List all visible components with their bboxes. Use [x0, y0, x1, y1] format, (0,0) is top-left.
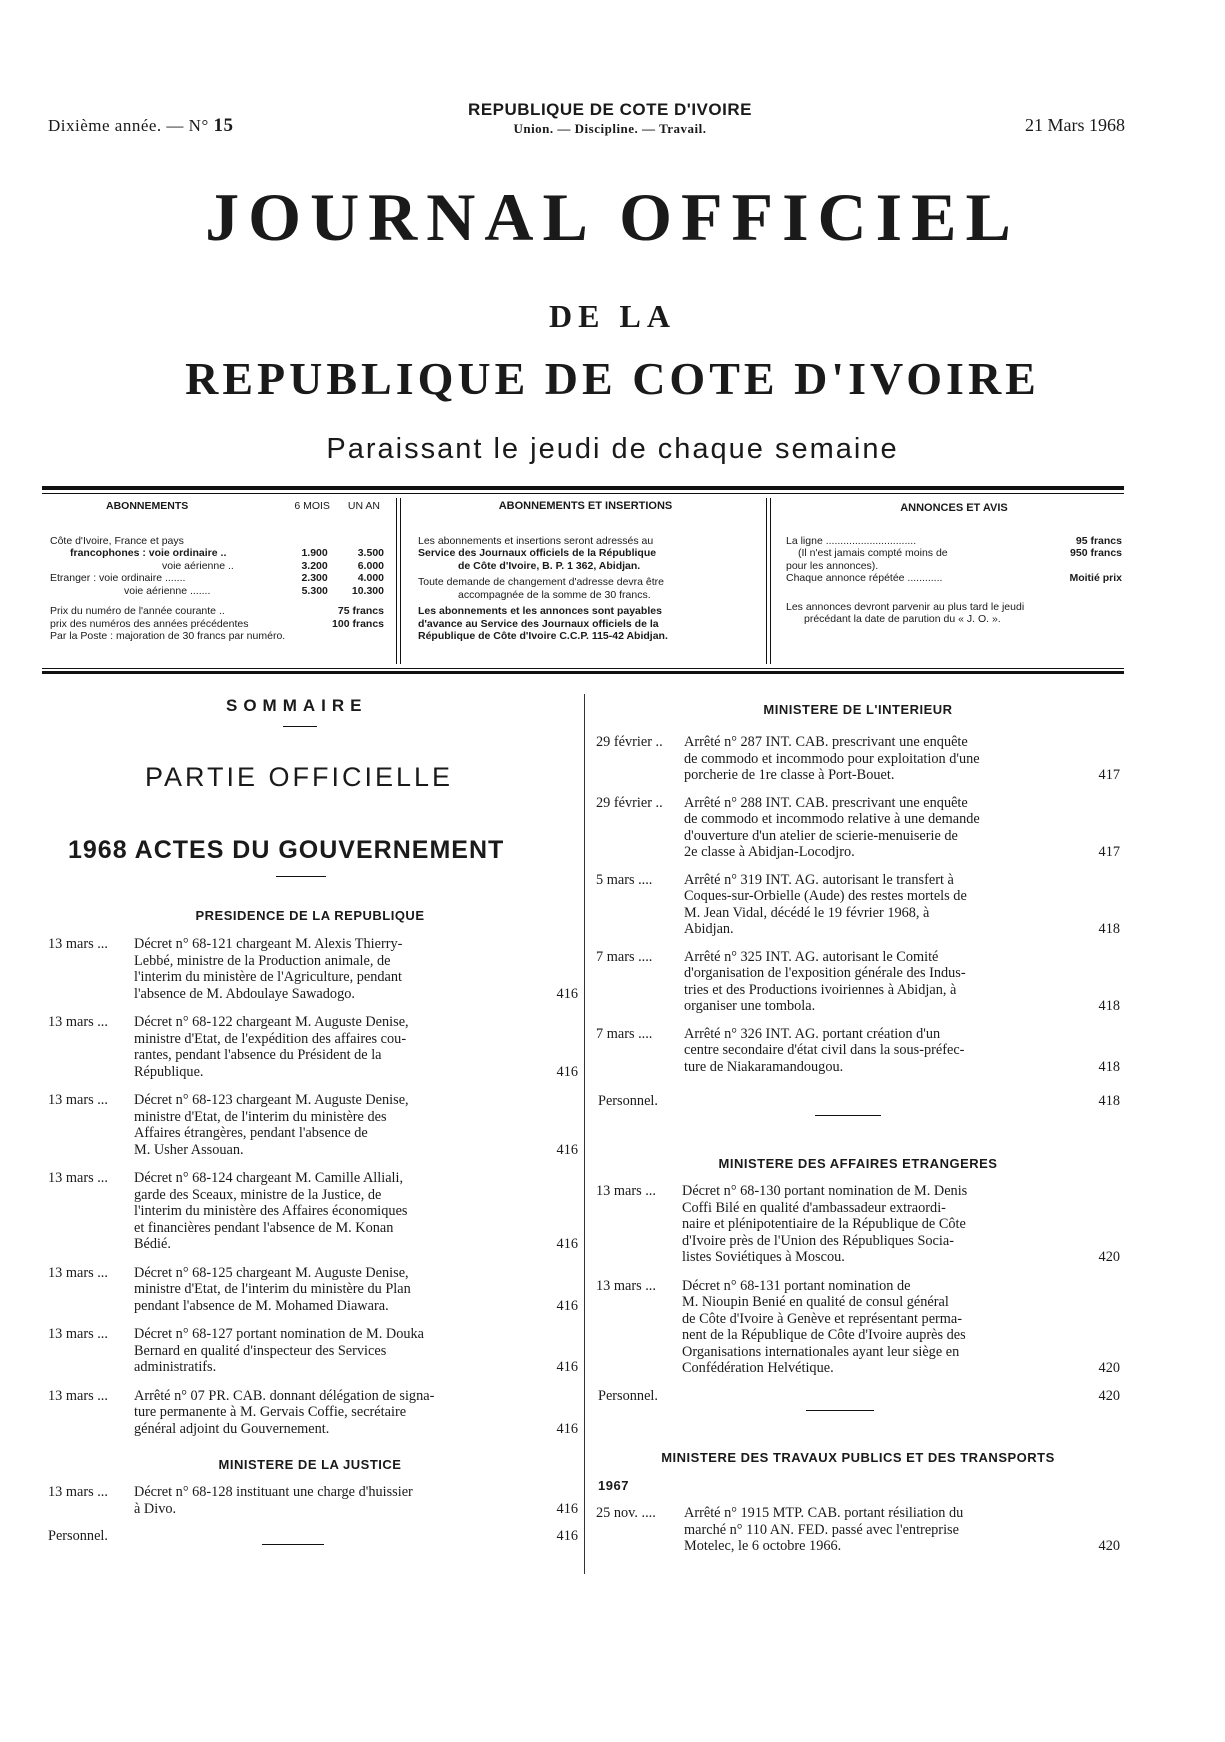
header-republic [430, 100, 790, 137]
publication-frequency: Paraissant le jeudi de chaque semaine [326, 433, 899, 465]
annonces-heading: ANNONCES ET AVIS [900, 502, 1008, 514]
annonce-repetee-value: Moitié prix [1069, 572, 1122, 584]
entry-page: 418 [1098, 921, 1120, 937]
entry-text-line: Décret n° 68-128 instituant une charge d'huissier [134, 1484, 413, 1500]
summary-entry [596, 1505, 1120, 1555]
entry-text-line: Affaires étrangères, pendant l'absence de [134, 1125, 368, 1141]
entry-date: 29 février .. [596, 794, 663, 811]
summary-entry [596, 949, 1120, 1015]
entry-text-line: ture permanente à M. Gervais Coffie, secrétaire [134, 1404, 407, 1420]
national-motto: Union. — Discipline. — Travail. [513, 121, 707, 136]
affaires-personnel-page: 420 [1098, 1388, 1120, 1404]
entry-text-line: Décret n° 68-122 chargeant M. Auguste Denise, [134, 1014, 409, 1030]
column-separator [584, 694, 585, 1574]
entry-page: 416 [556, 1236, 578, 1252]
entry-text-line: pendant l'absence de M. Mohamed Diawara. [134, 1297, 389, 1314]
entry-text-line: de Côte d'Ivoire à Genève et représentant perma- [682, 1310, 963, 1327]
sommaire-title: SOMMAIRE [226, 696, 368, 715]
entry-text-line: général adjoint du Gouvernement. [134, 1420, 330, 1437]
masthead-de-la: DE LA [549, 298, 676, 334]
entry-text-line: Motelec, le 6 octobre 1966. [684, 1538, 842, 1554]
entry-text-line: l'interim du ministère des Affaires économiques [134, 1203, 408, 1219]
abon-line-4: Etranger : voie ordinaire ....... [50, 572, 186, 584]
annonce-note-a: (Il n'est jamais compté moins de [798, 547, 948, 559]
entry-text-line: Bernard en qualité d'inspecteur des Services [134, 1342, 387, 1359]
summary-entry [48, 1092, 578, 1158]
entry-date: 13 mars ... [48, 1484, 108, 1500]
insertions-p2-b: accompagnée de la somme de 30 francs. [458, 588, 651, 601]
entry-date: 13 mars ... [48, 1326, 108, 1342]
entry-text-line: M. Nioupin Benié en qualité de consul général [682, 1294, 949, 1310]
summary-entry [48, 1388, 578, 1438]
entry-text-line: organiser une tombola. [684, 998, 816, 1014]
insertions-p1-b: Service des Journaux officiels de la République [418, 547, 657, 559]
affaires-dash [806, 1410, 874, 1411]
entry-text-line: Décret n° 68-121 chargeant M. Alexis Thierry- [134, 936, 403, 952]
entry-text-line: Lebbé, ministre de la Production animale, de [134, 952, 391, 969]
entry-text-line: listes Soviétiques à Moscou. [682, 1249, 845, 1265]
section-interieur: MINISTERE DE L'INTERIEUR [763, 702, 953, 717]
box-separator-2 [766, 498, 767, 664]
summary-entry [596, 1026, 1120, 1076]
entry-text-line: Arrêté n° 325 INT. AG. autorisant le Comité [684, 948, 939, 965]
entry-text-line: tries et des Productions ivoiriennes à Abidjan, à [684, 981, 957, 998]
entry-date: 5 mars .... [596, 871, 653, 888]
annonce-delai-b: précédant la date de parution du « J. O. ». [804, 613, 1001, 625]
summary-entry [596, 1278, 1120, 1377]
abonnements-heading: ABONNEMENTS [106, 500, 189, 512]
entry-text-line: Décret n° 68-130 portant nomination de M. Denis [682, 1183, 968, 1199]
entry-date: 13 mars ... [48, 1092, 108, 1108]
issue-number: 15 [213, 115, 234, 136]
insertions-heading: ABONNEMENTS ET INSERTIONS [498, 500, 673, 512]
abon-line-5-an: 10.300 [351, 584, 384, 597]
box-separator-1 [396, 498, 397, 664]
annonce-delai-a: Les annonces devront parvenir au plus tard le jeudi [786, 600, 1025, 613]
entry-date: 29 février .. [596, 734, 663, 750]
interieur-personnel [598, 1093, 1120, 1111]
masthead-republic: REPUBLIQUE DE COTE D'IVOIRE [185, 353, 1040, 404]
entry-text-line: et financières pendant l'absence de M. Konan [134, 1219, 394, 1236]
annonces-box [786, 500, 1122, 660]
top-rule [42, 486, 1124, 490]
entry-text-line: rantes, pendant l'absence du Président de la [134, 1047, 382, 1063]
summary-entry [596, 1183, 1120, 1266]
price-previous-value: 100 francs [332, 617, 384, 630]
box-separator-2b [770, 498, 771, 664]
entry-text-line: Arrêté n° 319 INT. AG. autorisant le transfert à [684, 871, 954, 888]
abon-line-2-6m: 1.900 [301, 547, 328, 559]
republic-name: REPUBLIQUE DE COTE D'IVOIRE [468, 100, 752, 119]
entry-text-line: M. Usher Assouan. [134, 1141, 244, 1158]
entry-text-line: Organisations internationales ayant leur siège en [682, 1343, 960, 1360]
entry-text-line: nent de la République de Côte d'Ivoire auprès des [682, 1327, 966, 1343]
interieur-personnel-label: Personnel. [598, 1093, 658, 1109]
entry-text-line: porcherie de 1re classe à Port-Bouet. [684, 767, 895, 783]
entry-page: 420 [1098, 1249, 1120, 1265]
price-current: Prix du numéro de l'année courante .. [50, 605, 225, 617]
entry-text-line: d'Ivoire près de l'Union des Républiques Socia- [682, 1232, 954, 1249]
entry-date: 13 mars ... [596, 1183, 656, 1199]
section-justice: MINISTERE DE LA JUSTICE [218, 1457, 402, 1472]
entry-text-line: administratifs. [134, 1359, 217, 1375]
entry-text-line: Abidjan. [684, 921, 734, 937]
year-issue [48, 115, 234, 137]
interieur-personnel-page: 418 [1098, 1093, 1120, 1109]
summary-entry [48, 1014, 578, 1080]
entry-text-line: naire et plénipotentiaire de la République de Côte [682, 1216, 966, 1232]
entry-date: 25 nov. .... [596, 1505, 656, 1521]
actes-du-gouvernement: 1968 ACTES DU GOUVERNEMENT [68, 836, 505, 864]
summary-entry [48, 1265, 578, 1315]
entry-page: 416 [556, 1500, 578, 1517]
abon-line-4-6m: 2.300 [301, 572, 328, 584]
year-1967: 1967 [598, 1478, 629, 1493]
abon-line-4-an: 4.000 [357, 572, 384, 584]
entry-text-line: ministre d'Etat, de l'expédition des affaires cou- [134, 1030, 407, 1047]
abon-line-3-6m: 3.200 [301, 559, 328, 572]
entry-page: 418 [1098, 1058, 1120, 1075]
summary-entry [48, 1326, 578, 1376]
entry-text-line: Arrêté n° 326 INT. AG. portant création d'un [684, 1025, 941, 1042]
entry-text-line: 2e classe à Abidjan-Locodjro. [684, 844, 855, 860]
entry-date: 13 mars ... [48, 936, 108, 952]
section-travaux: MINISTERE DES TRAVAUX PUBLICS ET DES TRANSPORTS [661, 1450, 1055, 1465]
entry-date: 13 mars ... [48, 1170, 108, 1186]
entry-page: 416 [556, 1297, 578, 1314]
insertions-p1-a: Les abonnements et insertions seront adressés au [418, 534, 654, 547]
abon-line-2: francophones : voie ordinaire .. [70, 547, 227, 559]
entry-text-line: d'organisation de l'exposition générale des Indus- [684, 965, 966, 981]
summary-entry [48, 936, 578, 1002]
justice-personnel-page: 416 [556, 1528, 578, 1544]
entry-text-line: marché n° 110 AN. FED. passé avec l'entreprise [684, 1521, 959, 1538]
interieur-dash [815, 1115, 881, 1116]
entry-text-line: M. Jean Vidal, décédé le 19 février 1968, à [684, 904, 930, 921]
entry-text-line: Coffi Bilé en qualité d'ambassadeur extraordi- [682, 1199, 946, 1216]
abon-line-3-an: 6.000 [357, 559, 384, 572]
entry-page: 420 [1098, 1360, 1120, 1376]
entry-text-line: Confédération Helvétique. [682, 1360, 834, 1376]
entry-text-line: centre secondaire d'état civil dans la sous-préfec- [684, 1042, 965, 1058]
entry-text-line: ministre d'Etat, de l'interim du ministère du Plan [134, 1281, 411, 1297]
entry-page: 417 [1098, 844, 1120, 860]
entry-text-line: l'absence de M. Abdoulaye Sawadogo. [134, 985, 355, 1002]
col-6-mois: 6 MOIS [294, 500, 330, 512]
bottom-rule-thin [42, 668, 1124, 669]
annonce-repetee: Chaque annonce répétée ............ [786, 572, 943, 584]
bottom-rule [42, 671, 1124, 674]
section-affaires: MINISTERE DES AFFAIRES ETRANGERES [718, 1156, 998, 1171]
partie-officielle: PARTIE OFFICIELLE [145, 762, 454, 792]
entry-text-line: Bédié. [134, 1236, 171, 1252]
price-post: Par la Poste : majoration de 30 francs par numéro. [50, 630, 286, 642]
entry-text-line: Arrêté n° 1915 MTP. CAB. portant résiliation du [684, 1505, 964, 1521]
box-separator-1b [400, 498, 401, 664]
entry-page: 416 [556, 1063, 578, 1080]
col-un-an: UN AN [347, 500, 380, 512]
entry-page: 416 [556, 1141, 578, 1158]
entry-date: 7 mars .... [596, 1025, 653, 1042]
entry-date: 7 mars .... [596, 948, 653, 965]
entry-page: 416 [556, 1359, 578, 1375]
entry-page: 416 [556, 985, 578, 1002]
issue-date: 21 Mars 1968 [1025, 115, 1125, 135]
affaires-personnel [598, 1388, 1120, 1406]
insertions-p1-c: de Côte d'Ivoire, B. P. 1 362, Abidjan. [458, 559, 641, 572]
section-presidence: PRESIDENCE DE LA REPUBLIQUE [195, 908, 425, 923]
insertions-p3-b: d'avance au Service des Journaux officiels de la [418, 617, 659, 630]
insertions-p3-c: République de Côte d'Ivoire C.C.P. 115-42 Abidjan. [418, 630, 668, 642]
insertions-p3-a: Les abonnements et les annonces sont payables [418, 605, 662, 617]
entry-text-line: Arrêté n° 07 PR. CAB. donnant délégation de signa- [134, 1387, 435, 1404]
sommaire-dash [283, 726, 317, 727]
top-rule-thin [42, 493, 1124, 494]
entry-text-line: ministre d'Etat, de l'interim du ministère des [134, 1108, 387, 1125]
entry-text-line: Coques-sur-Orbielle (Aude) des restes mortels de [684, 888, 967, 904]
abon-line-5: voie aérienne ....... [124, 584, 211, 597]
annonce-note-value: 950 francs [1070, 547, 1122, 559]
entry-text-line: Décret n° 68-127 portant nomination de M. Douka [134, 1326, 425, 1342]
abon-line-5-6m: 5.300 [301, 584, 328, 597]
abon-line-1: Côte d'Ivoire, France et pays [50, 534, 184, 547]
entry-text-line: d'ouverture d'un atelier de scierie-menuiserie de [684, 827, 958, 844]
summary-entry [48, 1484, 578, 1517]
price-current-value: 75 francs [337, 605, 384, 617]
entry-text-line: Décret n° 68-131 portant nomination de [682, 1277, 911, 1294]
summary-entry [596, 795, 1120, 861]
insertions-box [418, 500, 753, 660]
entry-text-line: Décret n° 68-123 chargeant M. Auguste Denise, [134, 1092, 409, 1108]
entry-text-line: à Divo. [134, 1500, 177, 1517]
summary-entry [48, 1170, 578, 1253]
entry-text-line: Arrêté n° 287 INT. CAB. prescrivant une enquête [684, 734, 968, 750]
entry-text-line: ture de Niakaramandougou. [684, 1058, 844, 1075]
justice-personnel-label: Personnel. [48, 1528, 108, 1544]
summary-entry [596, 872, 1120, 938]
actes-dash [276, 876, 326, 877]
insertions-p2-a: Toute demande de changement d'adresse devra être [418, 576, 665, 588]
abon-line-2-an: 3.500 [357, 547, 384, 559]
entry-text-line: Décret n° 68-124 chargeant M. Camille Alliali, [134, 1170, 404, 1186]
entry-date: 13 mars ... [596, 1277, 656, 1294]
annonce-ligne-value: 95 francs [1075, 534, 1122, 547]
entry-text-line: garde des Sceaux, ministre de la Justice, de [134, 1186, 382, 1203]
entry-text-line: République. [134, 1063, 204, 1080]
abon-line-3: voie aérienne .. [162, 559, 234, 572]
entry-date: 13 mars ... [48, 1264, 108, 1281]
entry-date: 13 mars ... [48, 1014, 108, 1030]
annonce-note-b: pour les annonces). [786, 559, 879, 572]
justice-dash [262, 1544, 324, 1545]
entry-date: 13 mars ... [48, 1387, 108, 1404]
journal-title: JOURNAL OFFICIEL [205, 179, 1020, 255]
price-previous: prix des numéros des années précédentes [50, 617, 249, 630]
entry-text-line: Décret n° 68-125 chargeant M. Auguste Denise, [134, 1264, 409, 1281]
affaires-personnel-label: Personnel. [598, 1388, 658, 1404]
entry-page: 416 [556, 1420, 578, 1437]
summary-entry [596, 734, 1120, 784]
entry-text-line: de commodo et incommodo pour exploitation d'une [684, 750, 980, 767]
entry-text-line: Arrêté n° 288 INT. CAB. prescrivant une enquête [684, 794, 968, 811]
entry-text-line: l'interim du ministère de l'Agriculture, pendant [134, 969, 402, 985]
entry-page: 418 [1098, 998, 1120, 1014]
entry-text-line: de commodo et incommodo relative à une demande [684, 811, 980, 827]
entry-page: 417 [1098, 767, 1120, 783]
annonce-ligne: La ligne ............................... [786, 534, 917, 547]
abonnements-box [44, 500, 384, 660]
year-label: Dixième année. — N° [48, 116, 209, 135]
entry-page: 420 [1098, 1538, 1120, 1554]
